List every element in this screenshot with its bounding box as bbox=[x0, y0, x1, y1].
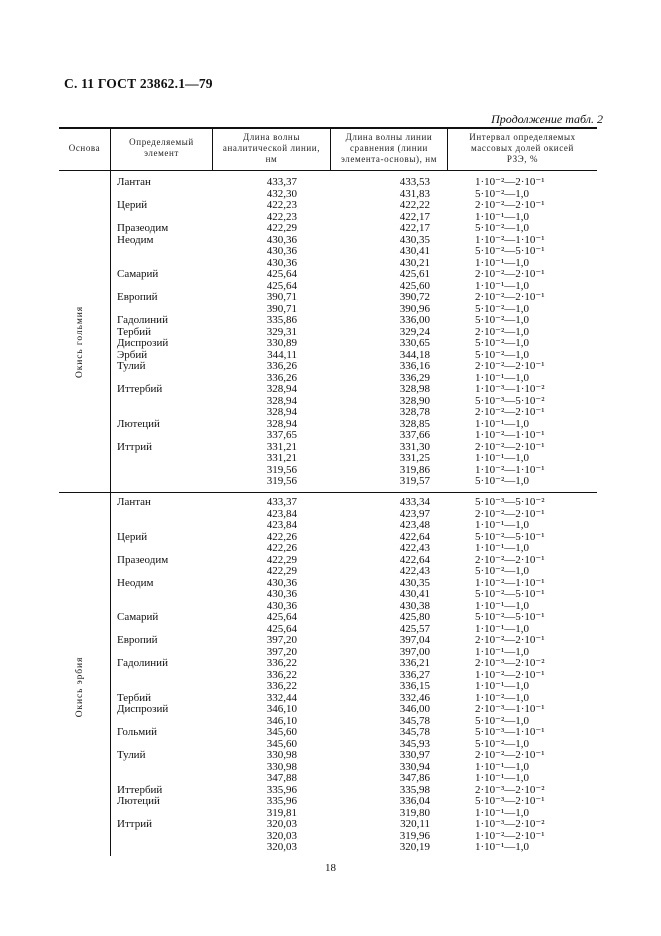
analytical-wavelength-cell: 422,29 bbox=[266, 565, 297, 577]
interval-cell: 1·10⁻¹—1,0 bbox=[475, 680, 530, 692]
analytical-wavelength-cell: 430,36 bbox=[266, 256, 297, 269]
comparison-wavelength-cell: 425,80 bbox=[399, 611, 430, 623]
header-interval-line: массовых долей окисей bbox=[471, 143, 574, 153]
comparison-wavelength-cell: 335,98 bbox=[399, 783, 430, 796]
analytical-wavelength-cell: 430,36 bbox=[266, 245, 297, 257]
analytical-wavelength-cell: 423,84 bbox=[266, 519, 297, 531]
interval-cell: 1·10⁻²—1·10⁻¹ bbox=[475, 233, 545, 246]
analytical-wavelength-cell: 328,94 bbox=[266, 417, 297, 430]
table-row bbox=[59, 520, 597, 532]
comparison-wavelength-cell: 336,16 bbox=[399, 360, 430, 372]
comparison-wavelength-cell: 430,41 bbox=[399, 588, 430, 600]
comparison-wavelength-cell: 422,22 bbox=[399, 199, 430, 211]
table-row bbox=[59, 566, 597, 578]
header-w1-line: Длина волны bbox=[242, 132, 301, 142]
interval-cell: 2·10⁻²—2·10⁻¹ bbox=[475, 199, 545, 211]
interval-cell: 5·10⁻³—5·10⁻² bbox=[475, 394, 545, 407]
comparison-wavelength-cell: 347,86 bbox=[399, 772, 430, 784]
interval-cell: 1·10⁻²—1·10⁻¹ bbox=[475, 429, 545, 441]
comparison-wavelength-cell: 345,78 bbox=[399, 726, 430, 738]
table-top-rule bbox=[59, 127, 597, 129]
interval-cell: 1·10⁻²—2·10⁻¹ bbox=[475, 668, 545, 681]
analytical-wavelength-cell: 397,20 bbox=[266, 645, 297, 658]
analytical-wavelength-cell: 332,44 bbox=[266, 691, 297, 704]
interval-cell: 1·10⁻¹—1,0 bbox=[475, 417, 530, 430]
interval-cell: 1·10⁻¹—1,0 bbox=[475, 210, 530, 223]
comparison-wavelength-cell: 328,98 bbox=[399, 383, 430, 395]
interval-cell: 5·10⁻²—1,0 bbox=[475, 348, 530, 361]
analytical-wavelength-cell: 347,88 bbox=[266, 772, 297, 784]
table-row bbox=[59, 453, 597, 465]
analytical-wavelength-cell: 425,64 bbox=[266, 622, 297, 635]
comparison-wavelength-cell: 319,96 bbox=[399, 829, 430, 842]
table-row bbox=[59, 223, 597, 235]
header-wavelength-analytical bbox=[213, 132, 330, 165]
interval-cell: 5·10⁻²—1,0 bbox=[475, 222, 530, 234]
header-w1-line: аналитической линии, bbox=[222, 143, 321, 153]
table-row bbox=[59, 819, 597, 831]
analytical-wavelength-cell: 319,81 bbox=[266, 806, 297, 819]
header-w2-line: сравнения (линии bbox=[350, 143, 428, 153]
interval-cell: 5·10⁻³—5·10⁻² bbox=[475, 496, 545, 508]
table-row bbox=[59, 681, 597, 693]
header-w2-line: элемента-основы), нм bbox=[340, 154, 438, 164]
analytical-wavelength-cell: 336,22 bbox=[266, 668, 297, 681]
comparison-wavelength-cell: 430,35 bbox=[399, 233, 430, 246]
interval-cell: 2·10⁻³—1·10⁻¹ bbox=[475, 703, 545, 715]
element-cell: Гадолиний bbox=[117, 314, 168, 326]
interval-cell: 2·10⁻²—2·10⁻¹ bbox=[475, 291, 545, 303]
continuation-label: Продолжение табл. 2 bbox=[491, 112, 603, 126]
comparison-wavelength-cell: 422,64 bbox=[399, 530, 430, 543]
element-cell: Церий bbox=[117, 530, 148, 543]
element-cell: Иттербий bbox=[117, 383, 163, 395]
header-bottom-rule bbox=[59, 170, 597, 171]
comparison-wavelength-cell: 425,60 bbox=[399, 279, 430, 292]
analytical-wavelength-cell: 425,64 bbox=[266, 611, 297, 623]
interval-cell: 1·10⁻¹—1,0 bbox=[475, 519, 530, 531]
header-element-line: элемент bbox=[144, 148, 179, 158]
comparison-wavelength-cell: 336,21 bbox=[399, 657, 430, 669]
header-wavelength-comparison bbox=[331, 132, 447, 165]
table-row bbox=[59, 338, 597, 350]
interval-cell: 1·10⁻¹—1,0 bbox=[475, 622, 530, 635]
interval-cell: 5·10⁻²—1,0 bbox=[475, 565, 530, 577]
interval-cell: 1·10⁻²—1·10⁻¹ bbox=[475, 576, 545, 589]
interval-cell: 5·10⁻²—1,0 bbox=[475, 714, 530, 727]
analytical-wavelength-cell: 319,56 bbox=[266, 463, 297, 476]
comparison-wavelength-cell: 320,11 bbox=[400, 818, 430, 830]
section-base-label: Окись гольмия bbox=[75, 306, 85, 379]
element-cell: Европий bbox=[117, 291, 158, 303]
analytical-wavelength-cell: 328,94 bbox=[266, 406, 297, 418]
analytical-wavelength-cell: 345,60 bbox=[266, 726, 297, 738]
interval-cell: 1·10⁻³—1·10⁻² bbox=[475, 383, 545, 395]
comparison-wavelength-cell: 422,43 bbox=[399, 565, 430, 577]
interval-cell: 2·10⁻²—2·10⁻¹ bbox=[475, 268, 545, 280]
comparison-wavelength-cell: 336,29 bbox=[399, 371, 430, 384]
element-cell: Гадолиний bbox=[117, 657, 168, 669]
element-cell: Европий bbox=[117, 634, 158, 646]
analytical-wavelength-cell: 433,37 bbox=[266, 176, 297, 188]
interval-cell: 1·10⁻¹—1,0 bbox=[475, 760, 530, 773]
interval-cell: 5·10⁻²—1,0 bbox=[475, 302, 530, 315]
comparison-wavelength-cell: 319,80 bbox=[399, 806, 430, 819]
element-cell: Самарий bbox=[117, 268, 159, 280]
analytical-wavelength-cell: 331,21 bbox=[266, 440, 297, 453]
analytical-wavelength-cell: 320,03 bbox=[266, 829, 297, 842]
interval-cell: 2·10⁻²—2·10⁻¹ bbox=[475, 553, 545, 566]
comparison-wavelength-cell: 330,97 bbox=[399, 749, 430, 761]
interval-cell: 1·10⁻¹—1,0 bbox=[475, 452, 530, 464]
analytical-wavelength-cell: 390,71 bbox=[266, 291, 297, 303]
comparison-wavelength-cell: 331,25 bbox=[399, 452, 430, 464]
comparison-wavelength-cell: 390,72 bbox=[399, 291, 430, 303]
interval-cell: 5·10⁻²—1,0 bbox=[475, 737, 530, 750]
comparison-wavelength-cell: 425,57 bbox=[399, 622, 430, 635]
page-number: 18 bbox=[325, 862, 336, 874]
interval-cell: 1·10⁻¹—1,0 bbox=[475, 599, 530, 612]
element-cell: Неодим bbox=[117, 576, 154, 589]
comparison-wavelength-cell: 345,93 bbox=[399, 737, 430, 750]
interval-cell: 2·10⁻³—2·10⁻² bbox=[475, 657, 545, 669]
interval-cell: 1·10⁻¹—1,0 bbox=[475, 542, 530, 554]
comparison-wavelength-cell: 390,96 bbox=[399, 302, 430, 315]
element-cell: Лантан bbox=[117, 496, 151, 508]
table-row bbox=[59, 246, 597, 258]
interval-cell: 5·10⁻³—2·10⁻¹ bbox=[475, 795, 545, 807]
element-cell: Диспрозий bbox=[117, 703, 169, 715]
analytical-wavelength-cell: 320,03 bbox=[266, 841, 297, 853]
comparison-wavelength-cell: 328,90 bbox=[399, 394, 430, 407]
analytical-wavelength-cell: 328,94 bbox=[266, 383, 297, 395]
table-row bbox=[59, 269, 597, 281]
analytical-wavelength-cell: 397,20 bbox=[266, 634, 297, 646]
comparison-wavelength-cell: 345,78 bbox=[399, 714, 430, 727]
analytical-wavelength-cell: 422,29 bbox=[266, 553, 297, 566]
header-interval-line: Интервал определяемых bbox=[469, 132, 576, 142]
header-base-text: Основа bbox=[68, 143, 101, 153]
analytical-wavelength-cell: 328,94 bbox=[266, 394, 297, 407]
analytical-wavelength-cell: 337,65 bbox=[266, 429, 297, 441]
comparison-wavelength-cell: 397,04 bbox=[399, 634, 430, 646]
interval-cell: 1·10⁻²—2·10⁻¹ bbox=[475, 829, 545, 842]
analytical-wavelength-cell: 422,23 bbox=[266, 199, 297, 211]
interval-cell: 5·10⁻³—1·10⁻¹ bbox=[475, 726, 545, 738]
analytical-wavelength-cell: 335,86 bbox=[266, 314, 297, 326]
interval-cell: 5·10⁻²—5·10⁻¹ bbox=[475, 588, 545, 600]
comparison-wavelength-cell: 329,24 bbox=[399, 325, 430, 338]
table-row bbox=[59, 430, 597, 442]
comparison-wavelength-cell: 430,21 bbox=[399, 256, 430, 269]
comparison-wavelength-cell: 433,34 bbox=[399, 496, 430, 508]
analytical-wavelength-cell: 423,84 bbox=[266, 507, 297, 520]
comparison-wavelength-cell: 331,30 bbox=[399, 440, 430, 453]
element-cell: Иттрий bbox=[117, 818, 152, 830]
analytical-wavelength-cell: 319,56 bbox=[266, 475, 297, 487]
analytical-wavelength-cell: 336,26 bbox=[266, 371, 297, 384]
analytical-wavelength-cell: 330,98 bbox=[266, 749, 297, 761]
analytical-wavelength-cell: 335,96 bbox=[266, 783, 297, 796]
interval-cell: 5·10⁻²—1,0 bbox=[475, 475, 530, 487]
interval-cell: 1·10⁻³—2·10⁻² bbox=[475, 818, 545, 830]
table-row bbox=[59, 497, 597, 509]
interval-cell: 5·10⁻²—5·10⁻¹ bbox=[475, 530, 545, 543]
interval-cell: 1·10⁻¹—1,0 bbox=[475, 806, 530, 819]
comparison-wavelength-cell: 328,85 bbox=[399, 417, 430, 430]
element-cell: Лютеций bbox=[117, 417, 160, 430]
analytical-wavelength-cell: 422,26 bbox=[266, 542, 297, 554]
element-cell: Церий bbox=[117, 199, 148, 211]
table-row bbox=[59, 589, 597, 601]
comparison-wavelength-cell: 425,61 bbox=[399, 268, 430, 280]
element-cell: Иттрий bbox=[117, 440, 152, 453]
analytical-wavelength-cell: 345,60 bbox=[266, 737, 297, 750]
header-base bbox=[59, 143, 110, 154]
table-row bbox=[59, 407, 597, 419]
comparison-wavelength-cell: 430,41 bbox=[399, 245, 430, 257]
analytical-wavelength-cell: 320,03 bbox=[266, 818, 297, 830]
comparison-wavelength-cell: 336,00 bbox=[399, 314, 430, 326]
table-row bbox=[59, 773, 597, 785]
comparison-wavelength-cell: 346,00 bbox=[399, 703, 430, 715]
comparison-wavelength-cell: 336,04 bbox=[399, 795, 430, 807]
comparison-wavelength-cell: 422,17 bbox=[399, 210, 430, 223]
comparison-wavelength-cell: 422,43 bbox=[399, 542, 430, 554]
analytical-wavelength-cell: 422,29 bbox=[266, 222, 297, 234]
comparison-wavelength-cell: 344,18 bbox=[399, 348, 430, 361]
interval-cell: 2·10⁻²—2·10⁻¹ bbox=[475, 406, 545, 418]
analytical-wavelength-cell: 346,10 bbox=[266, 714, 297, 727]
element-cell: Празеодим bbox=[117, 553, 169, 566]
element-cell: Лютеций bbox=[117, 795, 160, 807]
header-interval bbox=[448, 132, 597, 165]
table-row bbox=[59, 612, 597, 624]
interval-cell: 2·10⁻²—2·10⁻¹ bbox=[475, 507, 545, 520]
interval-cell: 1·10⁻¹—1,0 bbox=[475, 772, 530, 784]
table-row bbox=[59, 177, 597, 189]
analytical-wavelength-cell: 336,22 bbox=[266, 680, 297, 692]
element-cell: Тербий bbox=[117, 325, 152, 338]
element-cell: Самарий bbox=[117, 611, 159, 623]
interval-cell: 2·10⁻²—2·10⁻¹ bbox=[475, 749, 545, 761]
interval-cell: 1·10⁻²—2·10⁻¹ bbox=[475, 176, 545, 188]
interval-cell: 1·10⁻¹—1,0 bbox=[475, 371, 530, 384]
comparison-wavelength-cell: 336,15 bbox=[399, 680, 430, 692]
analytical-wavelength-cell: 344,11 bbox=[267, 348, 297, 361]
comparison-wavelength-cell: 320,19 bbox=[399, 841, 430, 853]
interval-cell: 2·10⁻²—2·10⁻¹ bbox=[475, 360, 545, 372]
comparison-wavelength-cell: 430,38 bbox=[399, 599, 430, 612]
analytical-wavelength-cell: 331,21 bbox=[266, 452, 297, 464]
interval-cell: 1·10⁻¹—1,0 bbox=[475, 841, 530, 853]
table-row bbox=[59, 361, 597, 373]
comparison-wavelength-cell: 330,65 bbox=[399, 337, 430, 349]
comparison-wavelength-cell: 433,53 bbox=[399, 176, 430, 188]
element-cell: Неодим bbox=[117, 233, 154, 246]
header-element-line: Определяемый bbox=[129, 137, 194, 147]
interval-cell: 1·10⁻²—1·10⁻¹ bbox=[475, 463, 545, 476]
comparison-wavelength-cell: 319,57 bbox=[399, 475, 430, 487]
element-cell: Празеодим bbox=[117, 222, 169, 234]
comparison-wavelength-cell: 319,86 bbox=[399, 463, 430, 476]
analytical-wavelength-cell: 336,26 bbox=[266, 360, 297, 372]
interval-cell: 5·10⁻²—5·10⁻¹ bbox=[475, 245, 545, 257]
interval-cell: 5·10⁻²—1,0 bbox=[475, 337, 530, 349]
analytical-wavelength-cell: 422,23 bbox=[266, 210, 297, 223]
comparison-wavelength-cell: 423,48 bbox=[399, 519, 430, 531]
element-cell: Лантан bbox=[117, 176, 151, 188]
comparison-wavelength-cell: 328,78 bbox=[399, 406, 430, 418]
analytical-wavelength-cell: 330,89 bbox=[266, 337, 297, 349]
table-row bbox=[59, 750, 597, 762]
interval-cell: 1·10⁻¹—1,0 bbox=[475, 256, 530, 269]
analytical-wavelength-cell: 422,26 bbox=[266, 530, 297, 543]
analytical-wavelength-cell: 432,30 bbox=[266, 187, 297, 200]
header-interval-line: РЗЭ, % bbox=[506, 154, 539, 164]
section-holmium bbox=[59, 177, 597, 489]
element-cell: Эрбий bbox=[117, 348, 148, 361]
comparison-wavelength-cell: 430,35 bbox=[399, 576, 430, 589]
comparison-wavelength-cell: 422,17 bbox=[399, 222, 430, 234]
element-cell: Гольмий bbox=[117, 726, 157, 738]
analytical-wavelength-cell: 330,98 bbox=[266, 760, 297, 773]
interval-cell: 5·10⁻²—1,0 bbox=[475, 314, 530, 326]
table-row bbox=[59, 384, 597, 396]
header-w1-line: нм bbox=[265, 154, 278, 164]
table-row bbox=[59, 658, 597, 670]
analytical-wavelength-cell: 430,36 bbox=[266, 233, 297, 246]
interval-cell: 2·10⁻²—2·10⁻¹ bbox=[475, 440, 545, 453]
comparison-wavelength-cell: 423,97 bbox=[399, 507, 430, 520]
table-row bbox=[59, 315, 597, 327]
header-w2-line: Длина волны линии bbox=[345, 132, 433, 142]
comparison-wavelength-cell: 422,64 bbox=[399, 553, 430, 566]
comparison-wavelength-cell: 397,00 bbox=[399, 645, 430, 658]
analytical-wavelength-cell: 430,36 bbox=[266, 588, 297, 600]
section-erbium bbox=[59, 497, 597, 857]
analytical-wavelength-cell: 430,36 bbox=[266, 576, 297, 589]
table-row bbox=[59, 543, 597, 555]
interval-cell: 1·10⁻¹—1,0 bbox=[475, 279, 530, 292]
interval-cell: 2·10⁻²—1,0 bbox=[475, 325, 530, 338]
interval-cell: 5·10⁻²—5·10⁻¹ bbox=[475, 611, 545, 623]
table-row bbox=[59, 727, 597, 739]
analytical-wavelength-cell: 329,31 bbox=[266, 325, 297, 338]
element-cell: Иттербий bbox=[117, 783, 163, 796]
header-element bbox=[111, 137, 212, 159]
analytical-wavelength-cell: 425,64 bbox=[266, 279, 297, 292]
table-row bbox=[59, 200, 597, 212]
table-row bbox=[59, 476, 597, 488]
interval-cell: 1·10⁻¹—1,0 bbox=[475, 645, 530, 658]
interval-cell: 5·10⁻²—1,0 bbox=[475, 187, 530, 200]
section-divider-rule bbox=[59, 492, 597, 493]
comparison-wavelength-cell: 336,27 bbox=[399, 668, 430, 681]
table-row bbox=[59, 292, 597, 304]
analytical-wavelength-cell: 346,10 bbox=[266, 703, 297, 715]
table-row bbox=[59, 842, 597, 854]
table-row bbox=[59, 796, 597, 808]
table-row bbox=[59, 635, 597, 647]
analytical-wavelength-cell: 430,36 bbox=[266, 599, 297, 612]
table-row bbox=[59, 704, 597, 716]
comparison-wavelength-cell: 330,94 bbox=[399, 760, 430, 773]
interval-cell: 2·10⁻³—2·10⁻² bbox=[475, 783, 545, 796]
comparison-wavelength-cell: 431,83 bbox=[399, 187, 430, 200]
element-cell: Тулий bbox=[117, 360, 146, 372]
analytical-wavelength-cell: 433,37 bbox=[266, 496, 297, 508]
element-cell: Тулий bbox=[117, 749, 146, 761]
comparison-wavelength-cell: 332,46 bbox=[399, 691, 430, 704]
analytical-wavelength-cell: 335,96 bbox=[266, 795, 297, 807]
analytical-wavelength-cell: 425,64 bbox=[266, 268, 297, 280]
page-header: С. 11 ГОСТ 23862.1—79 bbox=[64, 76, 213, 91]
element-cell: Тербий bbox=[117, 691, 152, 704]
interval-cell: 1·10⁻²—1,0 bbox=[475, 691, 530, 704]
analytical-wavelength-cell: 336,22 bbox=[266, 657, 297, 669]
interval-cell: 2·10⁻²—2·10⁻¹ bbox=[475, 634, 545, 646]
analytical-wavelength-cell: 390,71 bbox=[266, 302, 297, 315]
element-cell: Диспрозий bbox=[117, 337, 169, 349]
section-base-label: Окись эрбия bbox=[75, 656, 85, 718]
comparison-wavelength-cell: 337,66 bbox=[399, 429, 430, 441]
